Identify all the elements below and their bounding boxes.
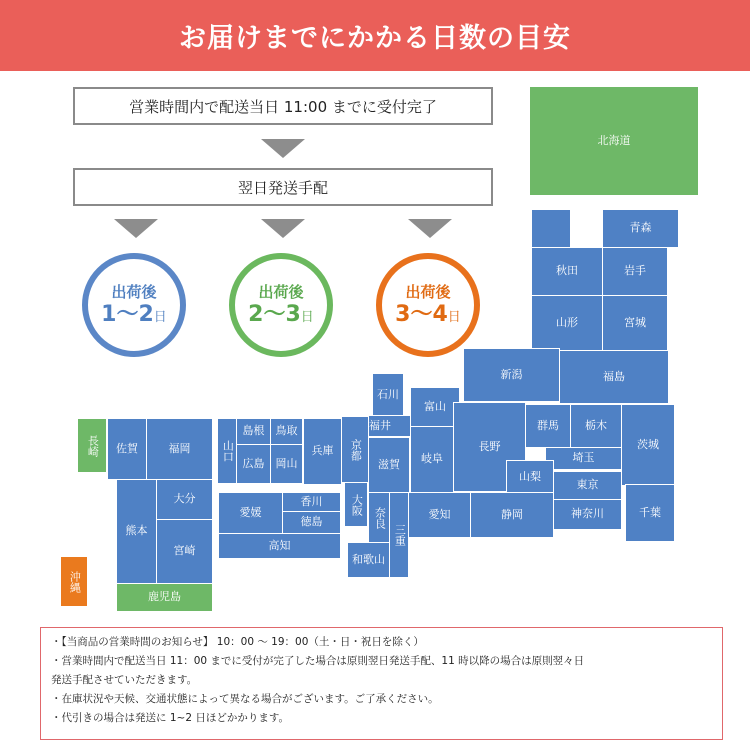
pref-mie: 三重 — [389, 492, 409, 578]
delivery-badge-1-2-days — [82, 253, 186, 357]
pref-toyama: 富山 — [410, 387, 460, 427]
down-arrow-icon — [114, 219, 158, 238]
pref-ibaraki: 茨城 — [621, 404, 675, 486]
pref-oita: 大分 — [156, 479, 213, 520]
pref-fukui: 福井 — [349, 415, 411, 437]
pref-yamanashi: 山梨 — [506, 460, 554, 494]
pref-aomori-west — [531, 209, 571, 248]
pref-tokyo: 東京 — [553, 471, 622, 500]
note-cutoff-cont: 発送手配させていただきます。 — [51, 674, 198, 686]
pref-okayama: 岡山 — [270, 444, 303, 484]
shipping-arrangement-box — [73, 168, 493, 206]
note-cod: ・代引きの場合は発送に 1~2 日ほどかかります。 — [51, 712, 289, 724]
badge-label: 出荷後 — [258, 283, 304, 302]
pref-tochigi: 栃木 — [570, 404, 622, 448]
pref-chiba: 千葉 — [625, 484, 675, 542]
note-cutoff: ・営業時間内で配送当日 11：00 までに受付が完了した場合は原則翌日発送手配、11 時以降の場合は原則翌々日 — [51, 655, 585, 667]
pref-yamaguchi: 山口 — [217, 418, 237, 484]
down-arrow-icon — [261, 219, 305, 238]
pref-iwate: 岩手 — [602, 247, 668, 296]
pref-okinawa: 沖縄 — [60, 556, 88, 607]
pref-ishikawa: 石川 — [372, 373, 404, 417]
badge-unit: 日 — [153, 310, 167, 326]
badge-unit: 日 — [300, 310, 314, 326]
pref-kagawa: 香川 — [282, 492, 341, 512]
pref-miyazaki: 宮崎 — [156, 519, 213, 584]
pref-nara: 奈良 — [368, 492, 390, 543]
pref-shiga: 滋賀 — [368, 437, 410, 493]
pref-wakayama: 和歌山 — [347, 542, 390, 578]
delivery-badge-2-3-days — [229, 253, 333, 357]
page-title: お届けまでにかかる日数の目安 — [179, 23, 571, 54]
order-cutoff-text: 営業時間内で配送当日 11:00 までに受付完了 — [129, 97, 437, 116]
pref-gunma: 群馬 — [525, 404, 571, 448]
pref-tottori: 鳥取 — [270, 418, 303, 445]
pref-aichi: 愛知 — [408, 492, 471, 538]
pref-shizuoka: 静岡 — [470, 492, 554, 538]
pref-nagano: 長野 — [453, 402, 526, 492]
pref-miyagi: 宮城 — [602, 295, 668, 351]
delivery-badge-3-4-days — [376, 253, 480, 357]
shipping-arrangement-text: 翌日発送手配 — [237, 178, 328, 197]
notes-box — [40, 627, 723, 740]
badge-label: 出荷後 — [111, 283, 157, 302]
badge-days: 3〜4 — [395, 302, 448, 328]
down-arrow-icon — [408, 219, 452, 238]
pref-gifu: 岐阜 — [410, 426, 454, 493]
pref-hokkaido: 北海道 — [529, 86, 699, 196]
pref-nagasaki: 長崎 — [77, 418, 107, 473]
pref-aomori: 青森 — [602, 209, 679, 248]
pref-kyoto: 京都 — [341, 416, 369, 483]
pref-hyogo: 兵庫 — [303, 418, 342, 485]
pref-kagoshima: 鹿児島 — [116, 583, 213, 612]
pref-ehime: 愛媛 — [218, 492, 283, 534]
pref-tokushima: 徳島 — [282, 511, 341, 534]
pref-saga: 佐賀 — [107, 418, 147, 480]
page-header — [0, 0, 750, 71]
pref-kochi: 高知 — [218, 533, 341, 559]
badge-unit: 日 — [447, 310, 461, 326]
badge-days: 1〜2 — [101, 302, 154, 328]
pref-yamagata: 山形 — [531, 295, 603, 351]
pref-niigata: 新潟 — [463, 348, 560, 402]
note-conditions: ・在庫状況や天候、交通状態によって異なる場合がございます。ご了承ください。 — [51, 693, 439, 705]
badge-label: 出荷後 — [405, 283, 451, 302]
pref-osaka: 大阪 — [344, 482, 368, 527]
pref-fukushima: 福島 — [559, 350, 669, 404]
pref-shimane: 島根 — [236, 418, 271, 445]
pref-hiroshima: 広島 — [236, 444, 271, 484]
pref-kumamoto: 熊本 — [116, 479, 157, 584]
order-cutoff-box — [73, 87, 493, 125]
pref-fukuoka: 福岡 — [146, 418, 213, 480]
note-business-hours: ・【当商品の営業時間のお知らせ】 10：00 〜 19：00（土・日・祝日を除く） — [51, 636, 424, 648]
pref-saitama: 埼玉 — [545, 447, 622, 470]
pref-kanagawa: 神奈川 — [553, 499, 622, 530]
pref-akita: 秋田 — [531, 247, 603, 296]
down-arrow-icon — [261, 139, 305, 158]
badge-days: 2〜3 — [248, 302, 301, 328]
